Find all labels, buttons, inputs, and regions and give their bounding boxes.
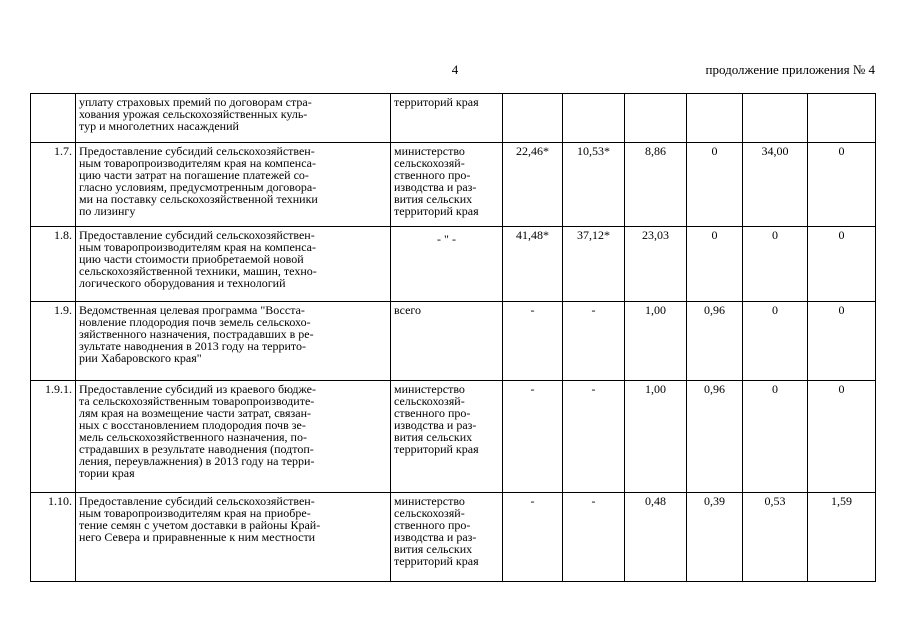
value-cell: 0,96: [687, 302, 743, 381]
value-cell: 8,86: [625, 143, 687, 227]
table-row: [31, 381, 876, 493]
value-cell: -: [503, 302, 563, 381]
row-description: Предоставление субсидий сельскохозяйствен- ным товаропроизводителям края на компенса- цию части затрат на погашение платежей со- гласно условиям, предусмотренным договора- ми на поставку сельскохозяйственной техники по лизингу: [76, 143, 391, 227]
value-cell: -: [563, 493, 625, 582]
value-cell: [743, 94, 808, 143]
value-cell: [563, 94, 625, 143]
table-row: [31, 143, 876, 227]
value-cell: 0,53: [743, 493, 808, 582]
value-cell: 0,48: [625, 493, 687, 582]
row-number: 1.9.: [31, 302, 76, 381]
row-number: 1.10.: [31, 493, 76, 582]
value-cell: -: [563, 302, 625, 381]
row-number: 1.8.: [31, 227, 76, 302]
value-cell: 10,53*: [563, 143, 625, 227]
value-cell: 23,03: [625, 227, 687, 302]
value-cell: 1,00: [625, 381, 687, 493]
value-cell: 41,48*: [503, 227, 563, 302]
value-cell: 0: [687, 227, 743, 302]
value-cell: [503, 94, 563, 143]
value-cell: 0: [743, 302, 808, 381]
value-cell: 0,96: [687, 381, 743, 493]
value-cell: [687, 94, 743, 143]
value-cell: 0: [808, 302, 876, 381]
table-row: [31, 94, 876, 143]
value-cell: -: [503, 381, 563, 493]
value-cell: [625, 94, 687, 143]
row-description: Предоставление субсидий сельскохозяйствен- ным товаропроизводителям края на компенса- цию части стоимости приобретаемой новой сельскохозяйственной техники, машин, техно- логического оборудования и технологий: [76, 227, 391, 302]
value-cell: -: [563, 381, 625, 493]
value-cell: 1,59: [808, 493, 876, 582]
program-table: [30, 93, 876, 582]
value-cell: 34,00: [743, 143, 808, 227]
page-number: 4: [451, 62, 459, 77]
row-description: Предоставление субсидий из краевого бюдже- та сельскохозяйственным товаропроизводите- лям края на возмещение части затрат, связан- ных с восстановлением плодородия почв зе- мель сельскохозяйственного назначения, по- страдавших в результате наводнения (подтоп- ления, переувлажнения) в 2013 году на терри- тории края: [76, 381, 391, 493]
row-number: 1.9.1.: [31, 381, 76, 493]
value-cell: 0: [687, 143, 743, 227]
value-cell: 0: [808, 227, 876, 302]
value-cell: 0,39: [687, 493, 743, 582]
value-cell: 37,12*: [563, 227, 625, 302]
row-executor: - " -: [391, 227, 503, 302]
value-cell: 1,00: [625, 302, 687, 381]
table-row: [31, 493, 876, 582]
table-row: [31, 302, 876, 381]
value-cell: 22,46*: [503, 143, 563, 227]
value-cell: [808, 94, 876, 143]
row-description: Предоставление субсидий сельскохозяйствен- ным товаропроизводителям края на приобре- тение семян с учетом доставки в районы Край- него Севера и приравненные к ним местности: [76, 493, 391, 582]
value-cell: 0: [743, 227, 808, 302]
row-executor: всего: [391, 302, 503, 381]
value-cell: 0: [743, 381, 808, 493]
value-cell: 0: [808, 143, 876, 227]
row-executor: министерство сельскохозяй- ственного про- изводства и раз- вития сельских территорий края: [391, 493, 503, 582]
row-number: [31, 94, 76, 143]
row-description: уплату страховых премий по договорам стра- хования урожая сельскохозяйственных куль- тур и многолетних насаждений: [76, 94, 391, 143]
table-row: [31, 227, 876, 302]
value-cell: 0: [808, 381, 876, 493]
row-executor: министерство сельскохозяй- ственного про- изводства и раз- вития сельских территорий края: [391, 381, 503, 493]
row-executor: министерство сельскохозяй- ственного про- изводства и раз- вития сельских территорий края: [391, 143, 503, 227]
row-executor: территорий края: [391, 94, 503, 143]
row-description: Ведомственная целевая программа "Восста- новление плодородия почв земель сельскохо- зяйственного назначения, пострадавших в ре- зультате наводнения в 2013 году на террито- рии Хабаровского края": [76, 302, 391, 381]
continuation-note: продолжение приложения № 4: [705, 62, 875, 77]
value-cell: -: [503, 493, 563, 582]
row-number: 1.7.: [31, 143, 76, 227]
